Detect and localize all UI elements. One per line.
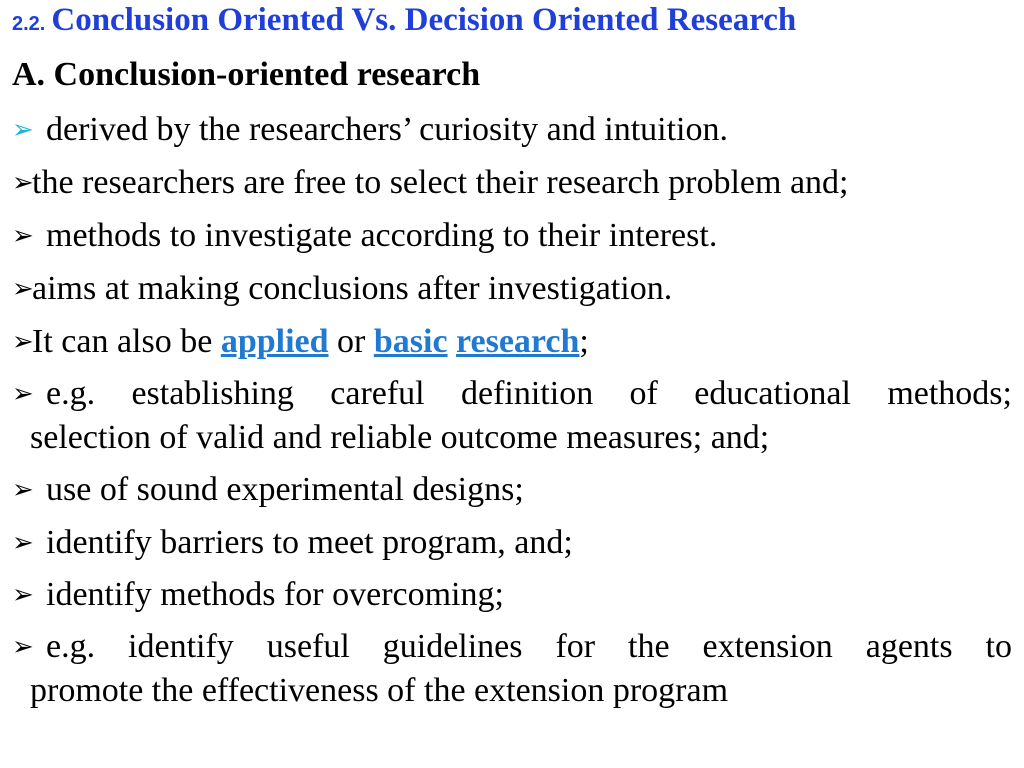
bullet-item: [12, 108, 1012, 152]
bullet-item: [12, 573, 1012, 617]
bullet-text: methods to investigate according to their interest.: [46, 217, 718, 254]
bullet-item: [12, 625, 1012, 713]
bullet-item: [12, 214, 1012, 258]
basic-link[interactable]: basic: [373, 323, 448, 360]
bullet-text: derived by the researchers’ curiosity and intuition.: [46, 111, 728, 148]
bullet-item: [12, 267, 1012, 311]
bullet-text: identify barriers to meet program, and;: [46, 524, 573, 561]
bullet-text: e.g. identify useful guidelines for the extension agents to: [46, 628, 1012, 665]
arrow-bullet-icon: ➢: [12, 221, 34, 251]
section-heading: A. Conclusion-oriented research: [12, 56, 481, 93]
bullet-text-suffix: ;: [579, 323, 589, 360]
bullet-text: aims at making conclusions after investigation.: [32, 270, 673, 307]
slide-title: [12, 2, 796, 39]
applied-link[interactable]: applied: [220, 323, 329, 360]
bullet-line-2: promote the effectiveness of the extension program: [30, 672, 729, 709]
research-link[interactable]: research: [456, 323, 580, 360]
arrow-bullet-icon: ➢: [12, 632, 34, 662]
bullet-text: use of sound experimental designs;: [46, 471, 524, 508]
arrow-bullet-icon: ➢: [12, 115, 34, 145]
bullet-line-1: [12, 372, 1012, 416]
bullet-text: e.g. establishing careful definition of educational methods;: [46, 375, 1012, 412]
bullet-text-prefix: It can also be: [32, 323, 221, 360]
bullet-text: the researchers are free to select their research problem and;: [32, 164, 849, 201]
arrow-bullet-icon: ➢: [12, 475, 34, 505]
bullet-item: [12, 320, 1012, 364]
title-text: Conclusion Oriented Vs. Decision Oriented Research: [51, 2, 797, 38]
section-number: 2.2.: [12, 13, 46, 35]
bullet-line-2: selection of valid and reliable outcome measures; and;: [30, 419, 770, 456]
arrow-bullet-icon: ➢: [12, 528, 34, 558]
bullet-item: [12, 468, 1012, 512]
bullet-line-1: [12, 625, 1012, 669]
bullet-item: [12, 372, 1012, 460]
arrow-bullet-icon: ➢: [12, 274, 34, 304]
arrow-bullet-icon: ➢: [12, 327, 34, 357]
arrow-bullet-icon: ➢: [12, 580, 34, 610]
bullet-text-or: or: [328, 323, 374, 360]
arrow-bullet-icon: ➢: [12, 379, 34, 409]
bullet-item: [12, 161, 1012, 205]
bullet-text: identify methods for overcoming;: [46, 576, 504, 613]
bullet-item: [12, 521, 1012, 565]
arrow-bullet-icon: ➢: [12, 168, 34, 198]
